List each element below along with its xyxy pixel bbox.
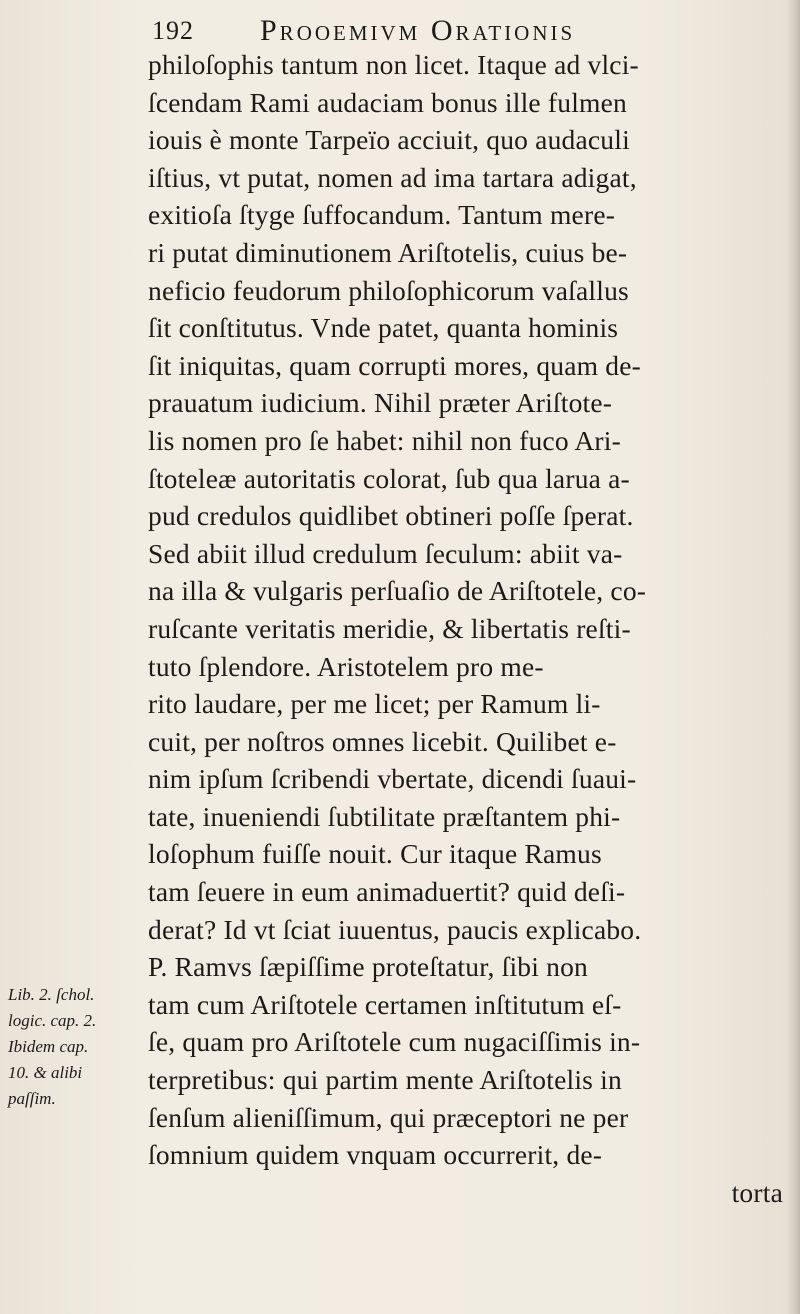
- text-line: Sed abiit illud credulum ſeculum: abiit va-: [148, 537, 623, 569]
- text-line: ſenſum alieniſſimum, qui præceptori ne per: [148, 1101, 629, 1133]
- text-line: ruſcante veritatis meridie, & libertatis reſti-: [148, 612, 631, 644]
- page-number: 192: [152, 16, 194, 45]
- running-head: Prooemivm Orationis: [260, 14, 576, 47]
- text-line: neficio feudorum philoſophicorum vaſallus: [148, 274, 629, 306]
- text-line: prauatum iudicium. Nihil præter Ariſtote-: [148, 387, 613, 419]
- text-body: [148, 46, 793, 1211]
- margin-note-line: logic. cap. 2.: [8, 1011, 97, 1030]
- margin-note-line: paſſim.: [8, 1089, 56, 1108]
- margin-note-line: 10. & alibi: [8, 1063, 83, 1082]
- text-line: ſomnium quidem vnquam occurrerit, de-: [148, 1139, 603, 1171]
- margin-note: [8, 982, 140, 1112]
- text-line: terpretibus: qui partim mente Ariſtotelis in: [148, 1064, 622, 1096]
- text-line: iouis è monte Tarpeïo acciuit, quo audaculi: [148, 124, 630, 156]
- text-line: ri putat diminutionem Ariſtotelis, cuius be-: [148, 236, 628, 268]
- text-line: pud credulos quidlibet obtineri poſſe ſperat.: [148, 500, 634, 532]
- text-line: ſit iniquitas, quam corrupti mores, quam de-: [148, 349, 642, 381]
- text-line: ſit conſtitutus. Vnde patet, quanta hominis: [148, 312, 619, 344]
- text-line: rito laudare, per me licet; per Ramum li-: [148, 688, 601, 720]
- margin-note-line: Lib. 2. ſchol.: [8, 985, 95, 1004]
- text-line: exitioſa ſtyge ſuffocandum. Tantum mere-: [148, 199, 616, 231]
- text-line: ſcendam Rami audaciam bonus ille fulmen: [148, 86, 627, 118]
- text-line: tate, inueniendi ſubtilitate præſtantem phi-: [148, 800, 621, 832]
- text-line: ſe, quam pro Ariſtotele cum nugaciſſimis in-: [148, 1026, 641, 1058]
- text-line: na illa & vulgaris perſuaſio de Ariſtotele, co-: [148, 575, 647, 607]
- text-line: philoſophis tantum non licet. Itaque ad vlci-: [148, 49, 639, 80]
- page-header: [140, 14, 780, 50]
- text-line: ſtoteleæ autoritatis colorat, ſub qua larua a-: [148, 462, 630, 494]
- text-line: P. Ramvs ſæpiſſime proteſtatur, ſibi non: [148, 951, 589, 983]
- text-line: lis nomen pro ſe habet: nihil non fuco Ari-: [148, 424, 621, 456]
- margin-note-line: Ibidem cap.: [8, 1037, 89, 1056]
- catchword: torta: [731, 1176, 783, 1208]
- text-line: tam cum Ariſtotele certamen inſtitutum eſ-: [148, 988, 622, 1020]
- text-line: nim ipſum ſcribendi vbertate, dicendi ſuaui-: [148, 763, 637, 795]
- text-line: cuit, per noſtros omnes licebit. Quilibet e-: [148, 725, 617, 757]
- text-line: tuto ſplendore. Aristotelem pro me-: [148, 650, 544, 682]
- text-line: tam ſeuere in eum animaduertit? quid deſi-: [148, 876, 626, 908]
- text-line: loſophum fuiſſe nouit. Cur itaque Ramus: [148, 838, 602, 870]
- text-line: iſtius, vt putat, nomen ad ima tartara adigat,: [148, 161, 637, 193]
- text-line: derat? Id vt ſciat iuuentus, paucis explicabo.: [148, 913, 642, 945]
